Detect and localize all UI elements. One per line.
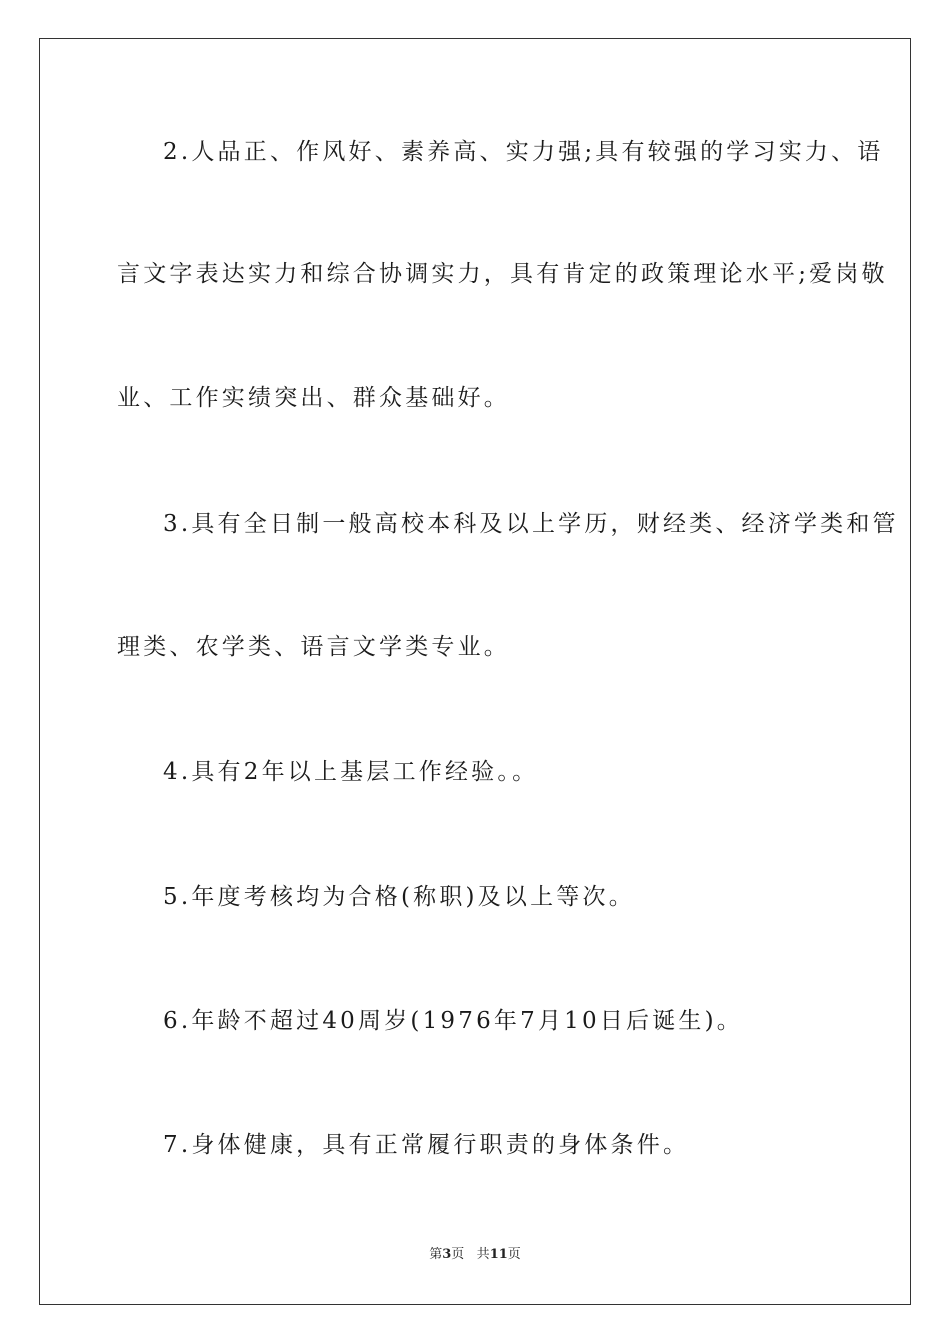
paragraph-line: 业、工作实绩突出、群众基础好。 [117,385,510,411]
paragraph-line: 言文字表达实力和综合协调实力，具有肯定的政策理论水平;爱岗敬 [117,261,888,287]
page-frame [39,38,911,1305]
footer-total-suffix: 页 [507,1247,521,1262]
footer-total-prefix: 共 [476,1247,490,1262]
page-footer [0,1246,950,1264]
paragraph-line: 7.身体健康，具有正常履行职责的身体条件。 [163,1132,690,1158]
paragraph-line: 理类、农学类、语言文学类专业。 [117,634,510,660]
paragraph-line: 4.具有2年以上基层工作经验。。 [163,759,539,785]
paragraph-line: 6.年龄不超过40周岁(1976年7月10日后诞生)。 [163,1008,743,1034]
footer-total-pages: 11 [489,1247,508,1262]
footer-page-number: 3 [442,1247,452,1262]
footer-prefix: 第 [429,1247,443,1262]
paragraph-line: 2.人品正、作风好、素养高、实力强;具有较强的学习实力、语 [163,139,884,165]
paragraph-line: 3.具有全日制一般高校本科及以上学历，财经类、经济学类和管 [163,511,899,537]
paragraph-line: 5.年度考核均为合格(称职)及以上等次。 [163,884,635,910]
footer-page-suffix: 页 [451,1247,465,1262]
